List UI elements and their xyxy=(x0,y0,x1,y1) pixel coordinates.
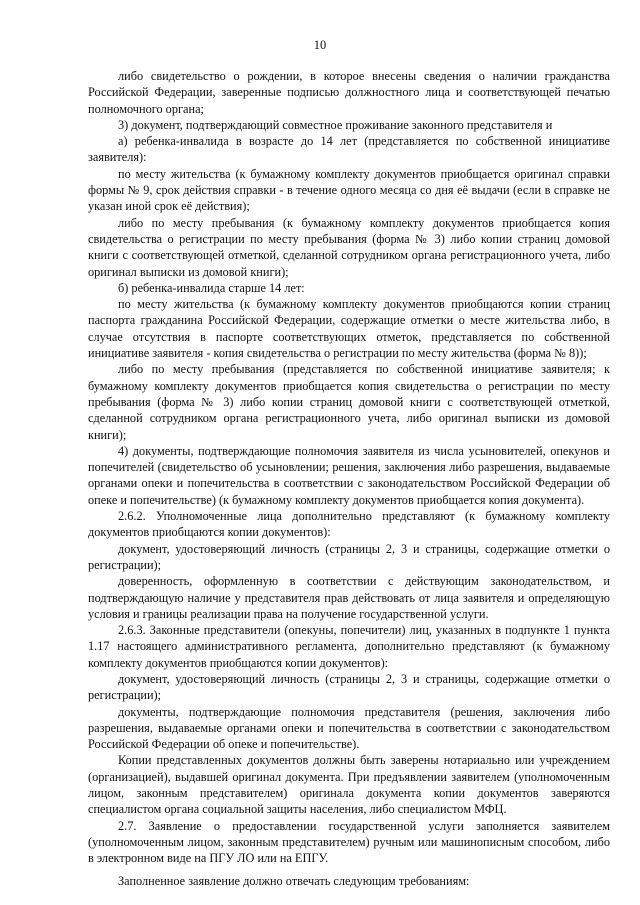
paragraph: доверенность, оформленную в соответствии с действующим законодательством, и подтверждающую наличие у представителя прав действовать от лица заявителя и определяющую условия и границы реализации права на получение государственной услуги. xyxy=(88,574,610,621)
paragraph: документы, подтверждающие полномочия представителя (решения, заключения либо разрешения, выдаваемые органами опеки и попечительства в соответствии с законодательством Российской Федерации об опеке и попечительстве). xyxy=(88,704,610,752)
paragraph: Заполненное заявление должно отвечать следующим требованиям: xyxy=(118,873,470,888)
paragraph: 4) документы, подтверждающие полномочия заявителя из числа усыновителей, опекунов и попечителей (свидетельство об усыновлении; решения, заключения либо разрешения, выдаваемые органами опеки и попечительства в соответствии с законодательством Российской Федерации об опеке и попечительстве) (к бумажному комплекту документов приобщается копия документа). xyxy=(88,443,610,507)
paragraph: Копии представленных документов должны быть заверены нотариально или учреждением (организацией), выдавшей оригинал документа. При предъявлении заявителем (уполномоченным лицом, законным представителем) оригинала документа копии документов заверяются специалистом органа социальной защиты населения, либо специалистом МФЦ. xyxy=(88,753,610,817)
paragraph: 2.7. Заявление о предоставлении государственной услуги заполняется заявителем (уполномоченным лицом, законным представителем) ручным или машинописным способом, либо в электронном виде на ПГУ ЛО или на ЕПГУ. xyxy=(88,818,610,866)
paragraph: либо по месту пребывания (представляется по собственной инициативе заявителя; к бумажному комплекту документов приобщается копия свидетельства о регистрации по месту пребывания (форма № 3) либо копии страниц домовой книги с соответствующей отметкой, сделанной сотрудником органа регистрационного учета, либо оригинал выписки из домовой книги); xyxy=(88,362,610,442)
document-body xyxy=(88,68,610,889)
paragraph: б) ребенка-инвалида старше 14 лет: xyxy=(118,280,305,295)
paragraph: 3) документ, подтверждающий совместное проживание законного представителя и xyxy=(118,117,553,132)
paragraph: 2.6.2. Уполномоченные лица дополнительно представляют (к бумажному комплекту документов приобщаются копии документов): xyxy=(88,509,610,540)
paragraph: по месту жительства (к бумажному комплекту документов приобщается оригинал справки формы № 9, срок действия справки - в течение одного месяца со дня её выдачи (если в справке не указан иной срок её действия); xyxy=(88,166,610,214)
paragraph: либо свидетельство о рождении, в которое внесены сведения о наличии гражданства Российской Федерации, заверенные подписью должностного лица и соответствующей печатью полномочного органа; xyxy=(88,69,610,116)
paragraph: по месту жительства (к бумажному комплекту документов приобщаются копии страниц паспорта гражданина Российской Федерации, содержащие отметки о месте жительства либо, в случае отсутствия в паспорте соответствующих отметок, представляется по собственной инициативе заявителя - копия свидетельства о регистрации по месту жительства (форма № 8)); xyxy=(88,297,610,361)
paragraph: либо по месту пребывания (к бумажному комплекту документов приобщается копия свидетельства о регистрации по месту пребывания (форма № 3) либо копии страниц домовой книги с соответствующей отметкой, сделанной сотрудником органа регистрационного учета, либо оригинал выписки из домовой книги); xyxy=(88,215,610,279)
paragraph: документ, удостоверяющий личность (страницы 2, 3 и страницы, содержащие отметки о регистрации); xyxy=(88,671,610,703)
paragraph: документ, удостоверяющий личность (страницы 2, 3 и страницы, содержащие отметки о регистрации); xyxy=(88,541,610,572)
page-number: 10 xyxy=(313,38,327,52)
paragraph: а) ребенка-инвалида в возрасте до 14 лет (представляется по собственной инициативе заявителя): xyxy=(88,134,610,165)
paragraph: 2.6.3. Законные представители (опекуны, попечители) лиц, указанных в подпункте 1 пункта 1.17 настоящего административного регламента, дополнительно представляют (к бумажному комплекту документов приобщаются копии документов): xyxy=(88,623,610,670)
